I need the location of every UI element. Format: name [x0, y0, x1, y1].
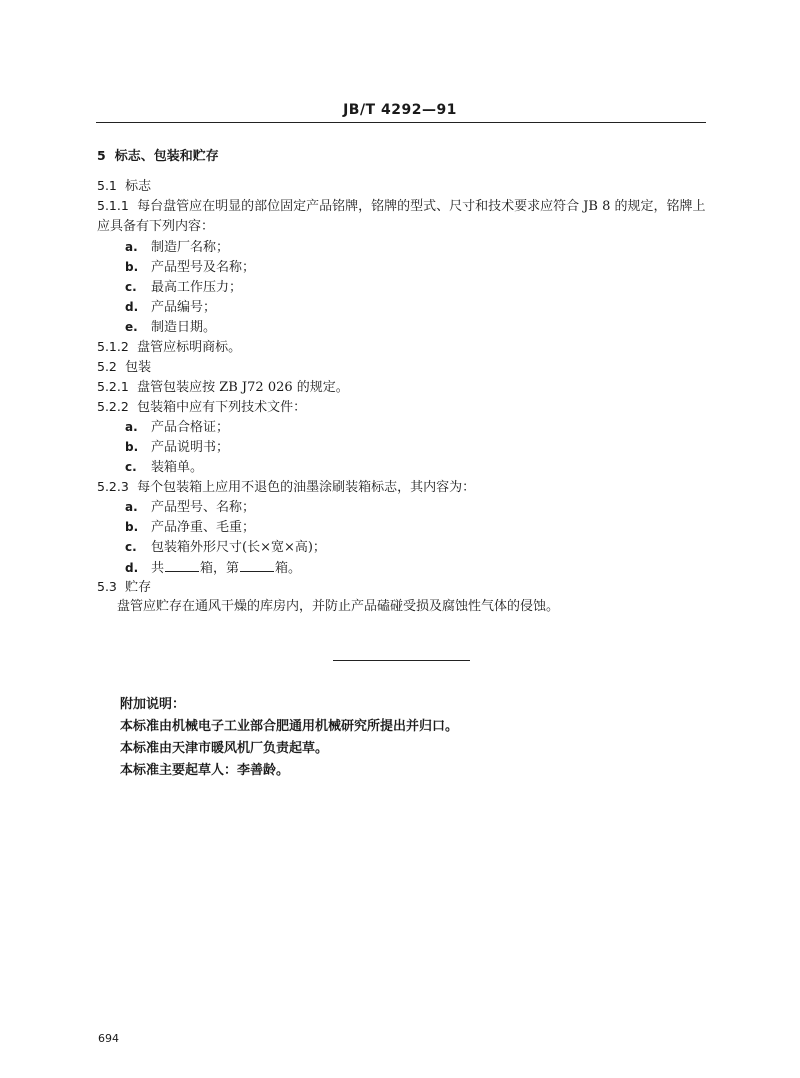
list-item: a. 制造厂名称； [125, 240, 230, 255]
end-separator-rule [333, 660, 470, 661]
list-item: c. 最高工作压力； [125, 280, 243, 295]
section-5-2-3-paragraph: 5.2.3 每个包装箱上应用不退色的油墨涂刷装箱标志，其内容为： [97, 479, 476, 495]
section-5-2-heading: 5.2 包装 [97, 359, 152, 375]
notes-title: 附加说明： [120, 697, 186, 712]
header-rule [96, 122, 706, 123]
section-5-1-2-paragraph: 5.1.2 盘管应标明商标。 [97, 339, 242, 355]
blank-line [240, 557, 274, 572]
list-item: c. 包装箱外形尺寸(长×宽×高)； [125, 540, 326, 555]
list-item: e. 制造日期。 [125, 320, 217, 335]
list-item: b. 产品说明书； [125, 440, 230, 455]
section-5-1-heading: 5.1 标志 [97, 178, 152, 194]
section-5-3-heading: 5.3 贮存 [97, 579, 152, 595]
list-item: c. 装箱单。 [125, 460, 204, 475]
blank-line [165, 557, 199, 572]
notes-line: 本标准由天津市暖风机厂负责起草。 [120, 741, 329, 756]
list-item: b. 产品型号及名称； [125, 260, 256, 275]
section-5-1-1-paragraph: 5.1.1 每台盘管应在明显的部位固定产品铭牌，铭牌的型式、尺寸和技术要求应符合 JB 8 的规定，铭牌上应具备有下列内容： [97, 198, 706, 234]
section-5-2-2-paragraph: 5.2.2 包装箱中应有下列技术文件： [97, 399, 307, 415]
additional-notes [120, 694, 680, 782]
document-body [97, 146, 712, 617]
section-5-3-paragraph: 盘管应贮存在通风干燥的库房内，并防止产品磕碰受损及腐蚀性气体的侵蚀。 [117, 599, 560, 614]
list-item-box-count: d. 共 箱，第 箱。 [97, 557, 712, 577]
list-item: b. 产品净重、毛重； [125, 520, 256, 535]
list-item: d. 产品编号； [125, 300, 217, 315]
notes-line: 本标准主要起草人：李善龄。 [120, 763, 290, 778]
page-number: 694 [98, 1032, 119, 1045]
notes-line: 本标准由机械电子工业部合肥通用机械研究所提出并归口。 [120, 719, 459, 734]
section-5-heading: 5 标志、包装和贮存 [97, 148, 219, 164]
standard-code-header: JB/T 4292—91 [343, 102, 457, 118]
section-5-2-1-paragraph: 5.2.1 盘管包装应按 ZB J72 026 的规定。 [97, 379, 349, 395]
list-item: a. 产品型号、名称； [125, 500, 256, 515]
list-item: a. 产品合格证； [125, 420, 230, 435]
